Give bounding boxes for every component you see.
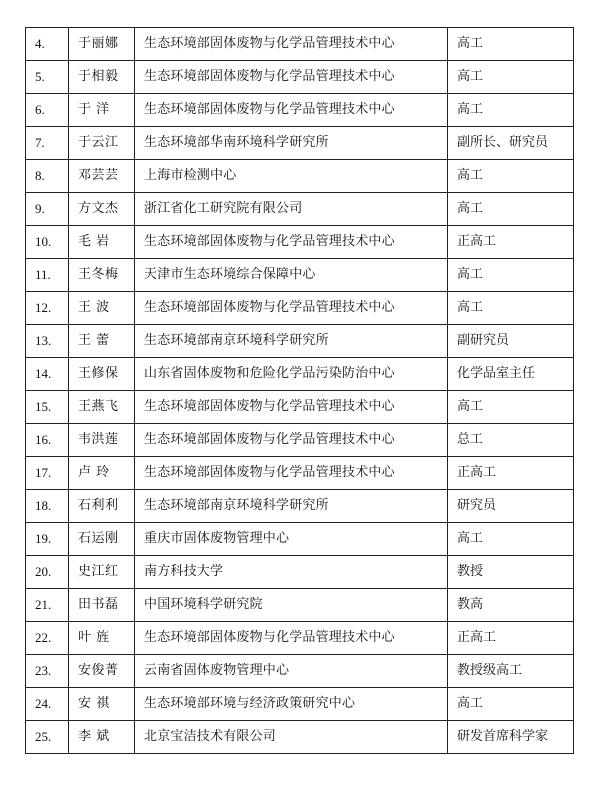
row-number: 18.	[26, 490, 69, 523]
expert-title: 高工	[448, 688, 574, 721]
expert-title: 正高工	[448, 226, 574, 259]
table-row	[26, 721, 574, 754]
table-row	[26, 292, 574, 325]
expert-organization: 浙江省化工研究院有限公司	[135, 193, 448, 226]
row-number: 24.	[26, 688, 69, 721]
expert-roster-body	[26, 28, 574, 754]
table-row	[26, 127, 574, 160]
expert-name: 于 洋	[69, 94, 135, 127]
expert-title: 高工	[448, 259, 574, 292]
expert-name: 李 斌	[69, 721, 135, 754]
expert-organization: 中国环境科学研究院	[135, 589, 448, 622]
expert-organization: 生态环境部固体废物与化学品管理技术中心	[135, 61, 448, 94]
expert-name: 于丽娜	[69, 28, 135, 61]
table-row	[26, 193, 574, 226]
expert-organization: 生态环境部南京环境科学研究所	[135, 490, 448, 523]
expert-organization: 生态环境部固体废物与化学品管理技术中心	[135, 28, 448, 61]
expert-name: 石利利	[69, 490, 135, 523]
expert-roster-table	[25, 27, 574, 754]
row-number: 13.	[26, 325, 69, 358]
table-row	[26, 358, 574, 391]
expert-title: 研究员	[448, 490, 574, 523]
expert-title: 高工	[448, 193, 574, 226]
expert-title: 正高工	[448, 622, 574, 655]
expert-organization: 重庆市固体废物管理中心	[135, 523, 448, 556]
row-number: 12.	[26, 292, 69, 325]
row-number: 9.	[26, 193, 69, 226]
row-number: 5.	[26, 61, 69, 94]
expert-organization: 北京宝洁技术有限公司	[135, 721, 448, 754]
expert-organization: 生态环境部华南环境科学研究所	[135, 127, 448, 160]
table-row	[26, 424, 574, 457]
expert-name: 邓芸芸	[69, 160, 135, 193]
row-number: 22.	[26, 622, 69, 655]
expert-organization: 上海市检测中心	[135, 160, 448, 193]
row-number: 15.	[26, 391, 69, 424]
expert-title: 化学品室主任	[448, 358, 574, 391]
table-row	[26, 655, 574, 688]
expert-title: 教授	[448, 556, 574, 589]
expert-name: 王 蕾	[69, 325, 135, 358]
expert-title: 教高	[448, 589, 574, 622]
expert-title: 总工	[448, 424, 574, 457]
row-number: 20.	[26, 556, 69, 589]
expert-name: 韦洪莲	[69, 424, 135, 457]
expert-title: 教授级高工	[448, 655, 574, 688]
expert-organization: 云南省固体废物管理中心	[135, 655, 448, 688]
expert-title: 高工	[448, 160, 574, 193]
table-row	[26, 259, 574, 292]
table-row	[26, 226, 574, 259]
expert-name: 石运刚	[69, 523, 135, 556]
table-row	[26, 94, 574, 127]
expert-name: 史江红	[69, 556, 135, 589]
table-row	[26, 457, 574, 490]
table-row	[26, 622, 574, 655]
expert-title: 高工	[448, 28, 574, 61]
expert-name: 王燕飞	[69, 391, 135, 424]
expert-organization: 生态环境部南京环境科学研究所	[135, 325, 448, 358]
expert-name: 王 波	[69, 292, 135, 325]
expert-organization: 生态环境部固体废物与化学品管理技术中心	[135, 457, 448, 490]
expert-title: 高工	[448, 391, 574, 424]
row-number: 16.	[26, 424, 69, 457]
row-number: 21.	[26, 589, 69, 622]
expert-organization: 生态环境部环境与经济政策研究中心	[135, 688, 448, 721]
table-row	[26, 325, 574, 358]
expert-title: 副研究员	[448, 325, 574, 358]
expert-title: 正高工	[448, 457, 574, 490]
row-number: 8.	[26, 160, 69, 193]
table-row	[26, 28, 574, 61]
table-row	[26, 688, 574, 721]
table-row	[26, 61, 574, 94]
expert-title: 高工	[448, 523, 574, 556]
expert-organization: 生态环境部固体废物与化学品管理技术中心	[135, 391, 448, 424]
expert-name: 叶 旌	[69, 622, 135, 655]
expert-organization: 南方科技大学	[135, 556, 448, 589]
expert-name: 王冬梅	[69, 259, 135, 292]
expert-organization: 生态环境部固体废物与化学品管理技术中心	[135, 622, 448, 655]
table-row	[26, 589, 574, 622]
row-number: 10.	[26, 226, 69, 259]
row-number: 6.	[26, 94, 69, 127]
row-number: 17.	[26, 457, 69, 490]
expert-title: 高工	[448, 61, 574, 94]
expert-name: 于云江	[69, 127, 135, 160]
expert-name: 方文杰	[69, 193, 135, 226]
expert-title: 高工	[448, 94, 574, 127]
expert-title: 高工	[448, 292, 574, 325]
row-number: 19.	[26, 523, 69, 556]
expert-name: 田书磊	[69, 589, 135, 622]
expert-name: 王修保	[69, 358, 135, 391]
expert-organization: 生态环境部固体废物与化学品管理技术中心	[135, 292, 448, 325]
row-number: 25.	[26, 721, 69, 754]
expert-name: 安俊菁	[69, 655, 135, 688]
expert-name: 毛 岩	[69, 226, 135, 259]
row-number: 11.	[26, 259, 69, 292]
table-row	[26, 391, 574, 424]
table-row	[26, 523, 574, 556]
expert-organization: 天津市生态环境综合保障中心	[135, 259, 448, 292]
table-row	[26, 160, 574, 193]
expert-organization: 生态环境部固体废物与化学品管理技术中心	[135, 226, 448, 259]
expert-name: 于相毅	[69, 61, 135, 94]
row-number: 4.	[26, 28, 69, 61]
row-number: 14.	[26, 358, 69, 391]
expert-name: 卢 玲	[69, 457, 135, 490]
expert-title: 副所长、研究员	[448, 127, 574, 160]
expert-organization: 生态环境部固体废物与化学品管理技术中心	[135, 424, 448, 457]
expert-title: 研发首席科学家	[448, 721, 574, 754]
row-number: 7.	[26, 127, 69, 160]
row-number: 23.	[26, 655, 69, 688]
expert-organization: 生态环境部固体废物与化学品管理技术中心	[135, 94, 448, 127]
expert-organization: 山东省固体废物和危险化学品污染防治中心	[135, 358, 448, 391]
table-row	[26, 490, 574, 523]
table-row	[26, 556, 574, 589]
expert-name: 安 祺	[69, 688, 135, 721]
